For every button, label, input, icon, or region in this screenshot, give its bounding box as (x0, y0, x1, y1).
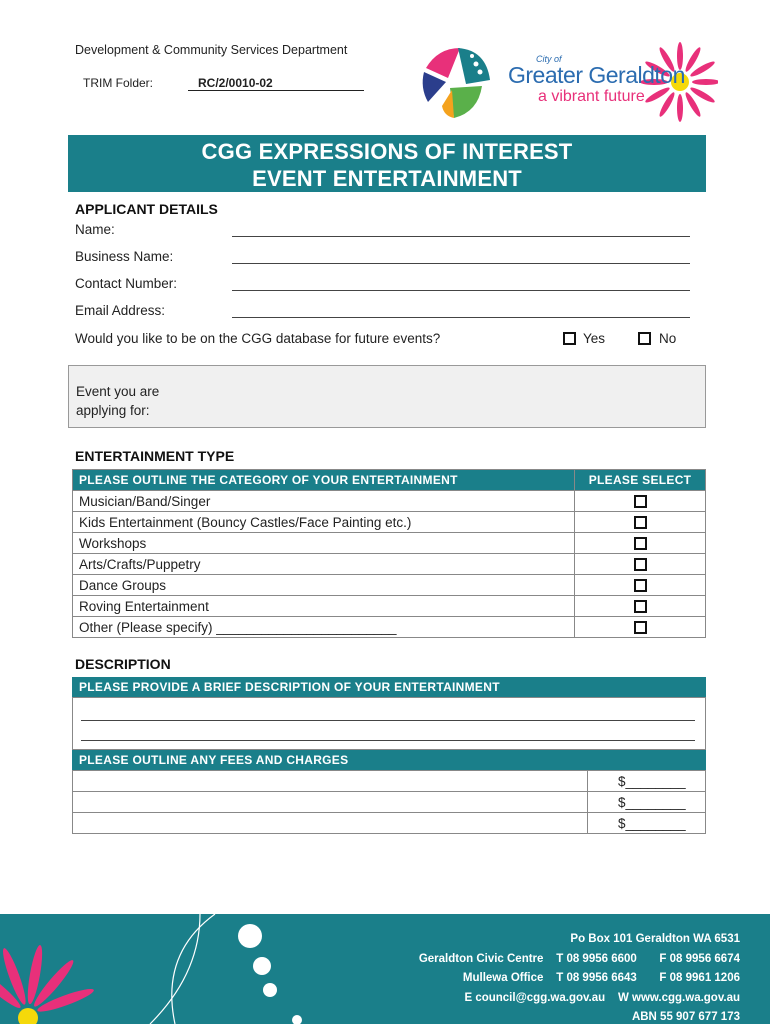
entertainment-type-heading: ENTERTAINMENT TYPE (75, 448, 235, 464)
mullewa-phone: T 08 9956 6643 (556, 972, 637, 984)
abn: ABN 55 907 677 173 (631, 1011, 740, 1023)
footer-website[interactable]: W www.cgg.wa.gov.au (617, 991, 740, 1004)
category-label: Dance Groups (73, 575, 575, 596)
category-label[interactable]: Other (Please specify) ________________________ (73, 617, 575, 638)
civic-fax: F 08 9956 6674 (659, 952, 740, 965)
category-column-header: PLEASE OUTLINE THE CATEGORY OF YOUR ENTERTAINMENT (73, 470, 575, 491)
fees-header: PLEASE OUTLINE ANY FEES AND CHARGES (72, 750, 706, 770)
table-row (73, 533, 706, 554)
footer-email[interactable]: E council@cgg.wa.gov.au (464, 991, 606, 1004)
email-web-row (419, 989, 740, 1009)
table-row (73, 491, 706, 512)
mullewa-fax: F 08 9961 1206 (659, 972, 740, 984)
category-label: Arts/Crafts/Puppetry (73, 554, 575, 575)
table-row (73, 596, 706, 617)
civic-centre-label: Geraldton Civic Centre (418, 952, 544, 965)
table-row (73, 617, 706, 638)
logo-city-of: City of (536, 54, 562, 64)
form-title-line2: EVENT ENTERTAINMENT (252, 166, 522, 191)
logo-tagline: a vibrant future (538, 88, 645, 105)
name-label: Name: (75, 222, 115, 237)
fees-table (72, 770, 706, 834)
table-row (73, 554, 706, 575)
database-question: Would you like to be on the CGG database for future events? (75, 331, 441, 346)
arts-crafts-checkbox[interactable] (634, 558, 647, 571)
event-applying-for-label (76, 382, 159, 420)
description-line (81, 720, 695, 721)
mullewa-label: Mullewa Office (462, 972, 544, 984)
fee-description-cell[interactable] (73, 771, 588, 792)
civic-centre-row (419, 950, 740, 970)
category-label: Workshops (73, 533, 575, 554)
fee-amount-field[interactable]: $________ (588, 792, 706, 813)
city-logo (418, 40, 718, 130)
footer-contact (419, 930, 740, 1028)
table-row (73, 512, 706, 533)
description-header: PLEASE PROVIDE A BRIEF DESCRIPTION OF YOUR ENTERTAINMENT (72, 677, 706, 697)
workshops-checkbox[interactable] (634, 537, 647, 550)
business-name-label: Business Name: (75, 249, 174, 264)
form-title-banner (68, 135, 706, 192)
dance-groups-checkbox[interactable] (634, 579, 647, 592)
event-applying-for-box[interactable] (68, 365, 706, 428)
table-row (73, 792, 706, 813)
yes-label: Yes (583, 331, 606, 346)
category-label: Roving Entertainment (73, 596, 575, 617)
entertainment-table (72, 469, 706, 638)
musician-checkbox[interactable] (634, 495, 647, 508)
table-row (73, 575, 706, 596)
roving-entertainment-checkbox[interactable] (634, 600, 647, 613)
database-yes-checkbox[interactable] (563, 332, 576, 345)
entertainment-table-header (73, 470, 706, 491)
name-field[interactable] (232, 236, 690, 237)
contact-number-field[interactable] (232, 290, 690, 291)
fee-description-cell[interactable] (73, 792, 588, 813)
description-line (81, 740, 695, 741)
table-row (73, 771, 706, 792)
email-address-field[interactable] (232, 317, 690, 318)
no-label: No (659, 331, 677, 346)
kids-entertainment-checkbox[interactable] (634, 516, 647, 529)
trim-folder-value: RC/2/0010-02 (188, 76, 364, 91)
other-checkbox[interactable] (634, 621, 647, 634)
database-no-checkbox[interactable] (638, 332, 651, 345)
department-name: Development & Community Services Department (75, 43, 348, 57)
logo-name: Greater Geraldton (508, 62, 685, 88)
applicant-details-heading: APPLICANT DETAILS (75, 201, 218, 217)
form-title-line1: CGG EXPRESSIONS OF INTEREST (201, 139, 573, 164)
description-heading: DESCRIPTION (75, 656, 171, 672)
event-label-line1: Event you are (76, 384, 160, 399)
category-label: Musician/Band/Singer (73, 491, 575, 512)
trim-folder-label: TRIM Folder: (83, 76, 154, 90)
email-address-label: Email Address: (75, 303, 166, 318)
mullewa-row (419, 969, 740, 989)
contact-number-label: Contact Number: (75, 276, 178, 291)
fee-description-cell[interactable] (73, 813, 588, 834)
business-name-field[interactable] (232, 263, 690, 264)
fee-amount-field[interactable]: $________ (588, 813, 706, 834)
civic-phone: T 08 9956 6600 (556, 952, 637, 965)
table-row (73, 813, 706, 834)
fee-amount-field[interactable]: $________ (588, 771, 706, 792)
description-field[interactable] (72, 697, 706, 750)
select-column-header: PLEASE SELECT (575, 470, 706, 491)
event-label-line2: applying for: (76, 403, 150, 418)
po-box: Po Box 101 Geraldton WA 6531 (570, 933, 740, 945)
category-label: Kids Entertainment (Bouncy Castles/Face Painting etc.) (73, 512, 575, 533)
